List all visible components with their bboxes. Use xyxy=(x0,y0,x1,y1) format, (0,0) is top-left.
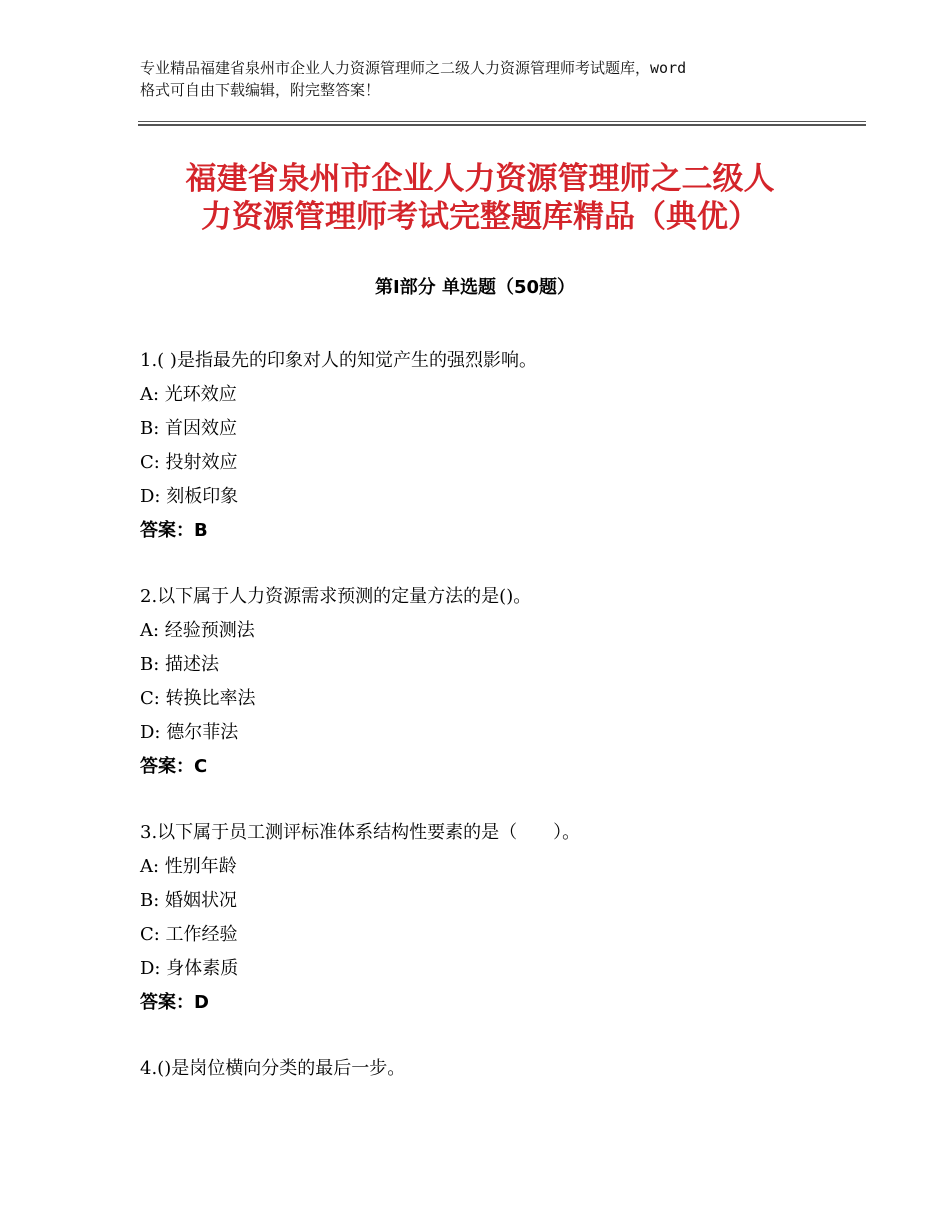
question-stem: 2.以下属于人力资源需求预测的定量方法的是()。 xyxy=(140,586,532,607)
answer: 答案：D xyxy=(140,992,209,1013)
option-a: A: 经验预测法 xyxy=(140,620,255,641)
option-c: C: 工作经验 xyxy=(140,924,238,945)
option-a: A: 光环效应 xyxy=(140,384,237,405)
answer: 答案：C xyxy=(140,756,208,777)
question-2 xyxy=(140,580,840,784)
header-note-line-2: 格式可自由下载编辑，附完整答案！ xyxy=(140,81,381,99)
option-d: D: 德尔菲法 xyxy=(140,722,239,743)
document-title xyxy=(140,160,820,236)
option-c: C: 转换比率法 xyxy=(140,688,256,709)
option-b: B: 描述法 xyxy=(140,654,220,675)
option-d: D: 刻板印象 xyxy=(140,486,239,507)
section-heading: 第Ⅰ部分 单选题（50题） xyxy=(374,277,575,298)
question-list xyxy=(140,344,840,1118)
header-note xyxy=(140,57,830,101)
option-d: D: 身体素质 xyxy=(140,958,239,979)
option-a: A: 性别年龄 xyxy=(140,856,237,877)
option-c: C: 投射效应 xyxy=(140,452,238,473)
option-b: B: 首因效应 xyxy=(140,418,238,439)
question-stem: 4.()是岗位横向分类的最后一步。 xyxy=(140,1058,406,1079)
document-title-line-1: 福建省泉州市企业人力资源管理师之二级人 xyxy=(185,161,775,197)
question-stem: 3.以下属于员工测评标准体系结构性要素的是（ ）。 xyxy=(140,822,581,843)
question-3 xyxy=(140,816,840,1020)
header-note-line-1: 专业精品福建省泉州市企业人力资源管理师之二级人力资源管理师考试题库，word xyxy=(140,59,687,77)
document-title-line-2: 力资源管理师考试完整题库精品（典优） xyxy=(201,199,759,235)
answer: 答案：B xyxy=(140,520,208,541)
header-divider-thin xyxy=(138,121,866,122)
question-stem: 1.( )是指最先的印象对人的知觉产生的强烈影响。 xyxy=(140,350,537,371)
question-4 xyxy=(140,1052,840,1086)
question-1 xyxy=(140,344,840,548)
option-b: B: 婚姻状况 xyxy=(140,890,238,911)
header-divider-thick xyxy=(138,124,866,126)
